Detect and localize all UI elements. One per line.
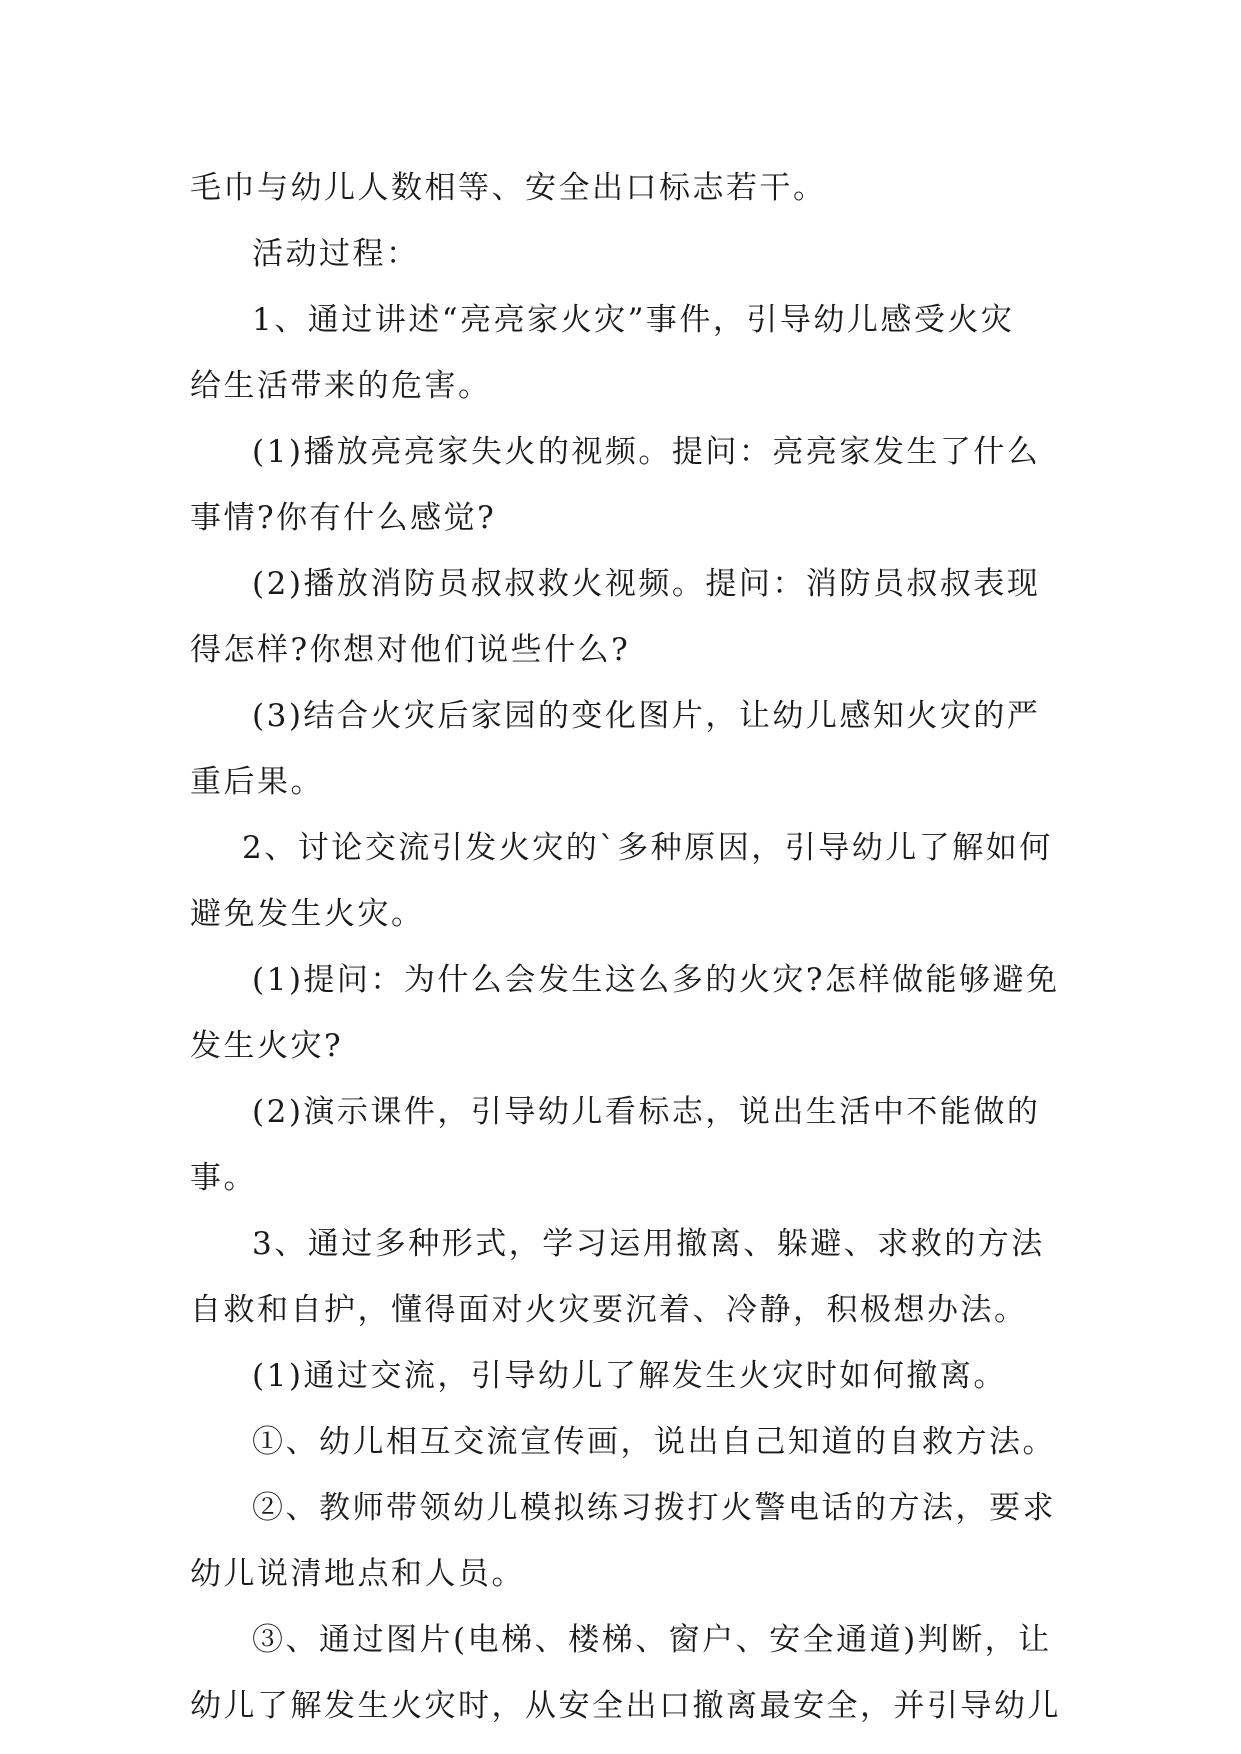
text-line: ②、教师带领幼儿模拟练习拨打火警电话的方法，要求 <box>252 1490 1056 1526</box>
text-line: 给生活带来的危害。 <box>190 368 492 404</box>
text-line: (1)通过交流，引导幼儿了解发生火灾时如何撤离。 <box>252 1358 1007 1394</box>
text-line: 3、通过多种形式，学习运用撤离、躲避、求救的方法 <box>252 1226 1045 1262</box>
text-line: 活动过程： <box>252 236 420 272</box>
text-line: (1)播放亮亮家失火的视频。提问：亮亮家发生了什么 <box>252 434 1041 470</box>
text-line: 发生火灾? <box>190 1028 344 1064</box>
text-line: (2)演示课件，引导幼儿看标志，说出生活中不能做的 <box>252 1094 1041 1130</box>
text-line: 自救和自护，懂得面对火灾要沉着、冷静，积极想办法。 <box>190 1292 1028 1328</box>
text-line: ③、通过图片(电梯、楼梯、窗户、安全通道)判断，让 <box>252 1622 1052 1658</box>
text-line: 毛巾与幼儿人数相等、安全出口标志若干。 <box>190 170 827 206</box>
text-line: 重后果。 <box>190 764 324 800</box>
document-body <box>190 155 1061 1739</box>
text-line: 1、通过讲述“亮亮家火灾”事件，引导幼儿感受火灾 <box>252 302 1015 338</box>
text-line: 幼儿说清地点和人员。 <box>190 1556 525 1592</box>
text-line: (1)提问：为什么会发生这么多的火灾?怎样做能够避免 <box>252 962 1060 998</box>
text-line: 事。 <box>190 1160 257 1196</box>
text-line: 得怎样?你想对他们说些什么? <box>190 632 631 668</box>
text-line: 2、讨论交流引发火灾的`多种原因，引导幼儿了解如何 <box>242 830 1053 866</box>
text-line: 事情?你有什么感觉? <box>190 500 497 536</box>
text-line: (3)结合火灾后家园的变化图片，让幼儿感知火灾的严 <box>252 698 1041 734</box>
text-line: 避免发生火灾。 <box>190 896 425 932</box>
text-line: (2)播放消防员叔叔救火视频。提问：消防员叔叔表现 <box>252 566 1041 602</box>
text-line: 幼儿了解发生火灾时，从安全出口撤离最安全，并引导幼儿 <box>190 1688 1061 1724</box>
text-line: ①、幼儿相互交流宣传画，说出自己知道的自救方法。 <box>252 1424 1056 1460</box>
